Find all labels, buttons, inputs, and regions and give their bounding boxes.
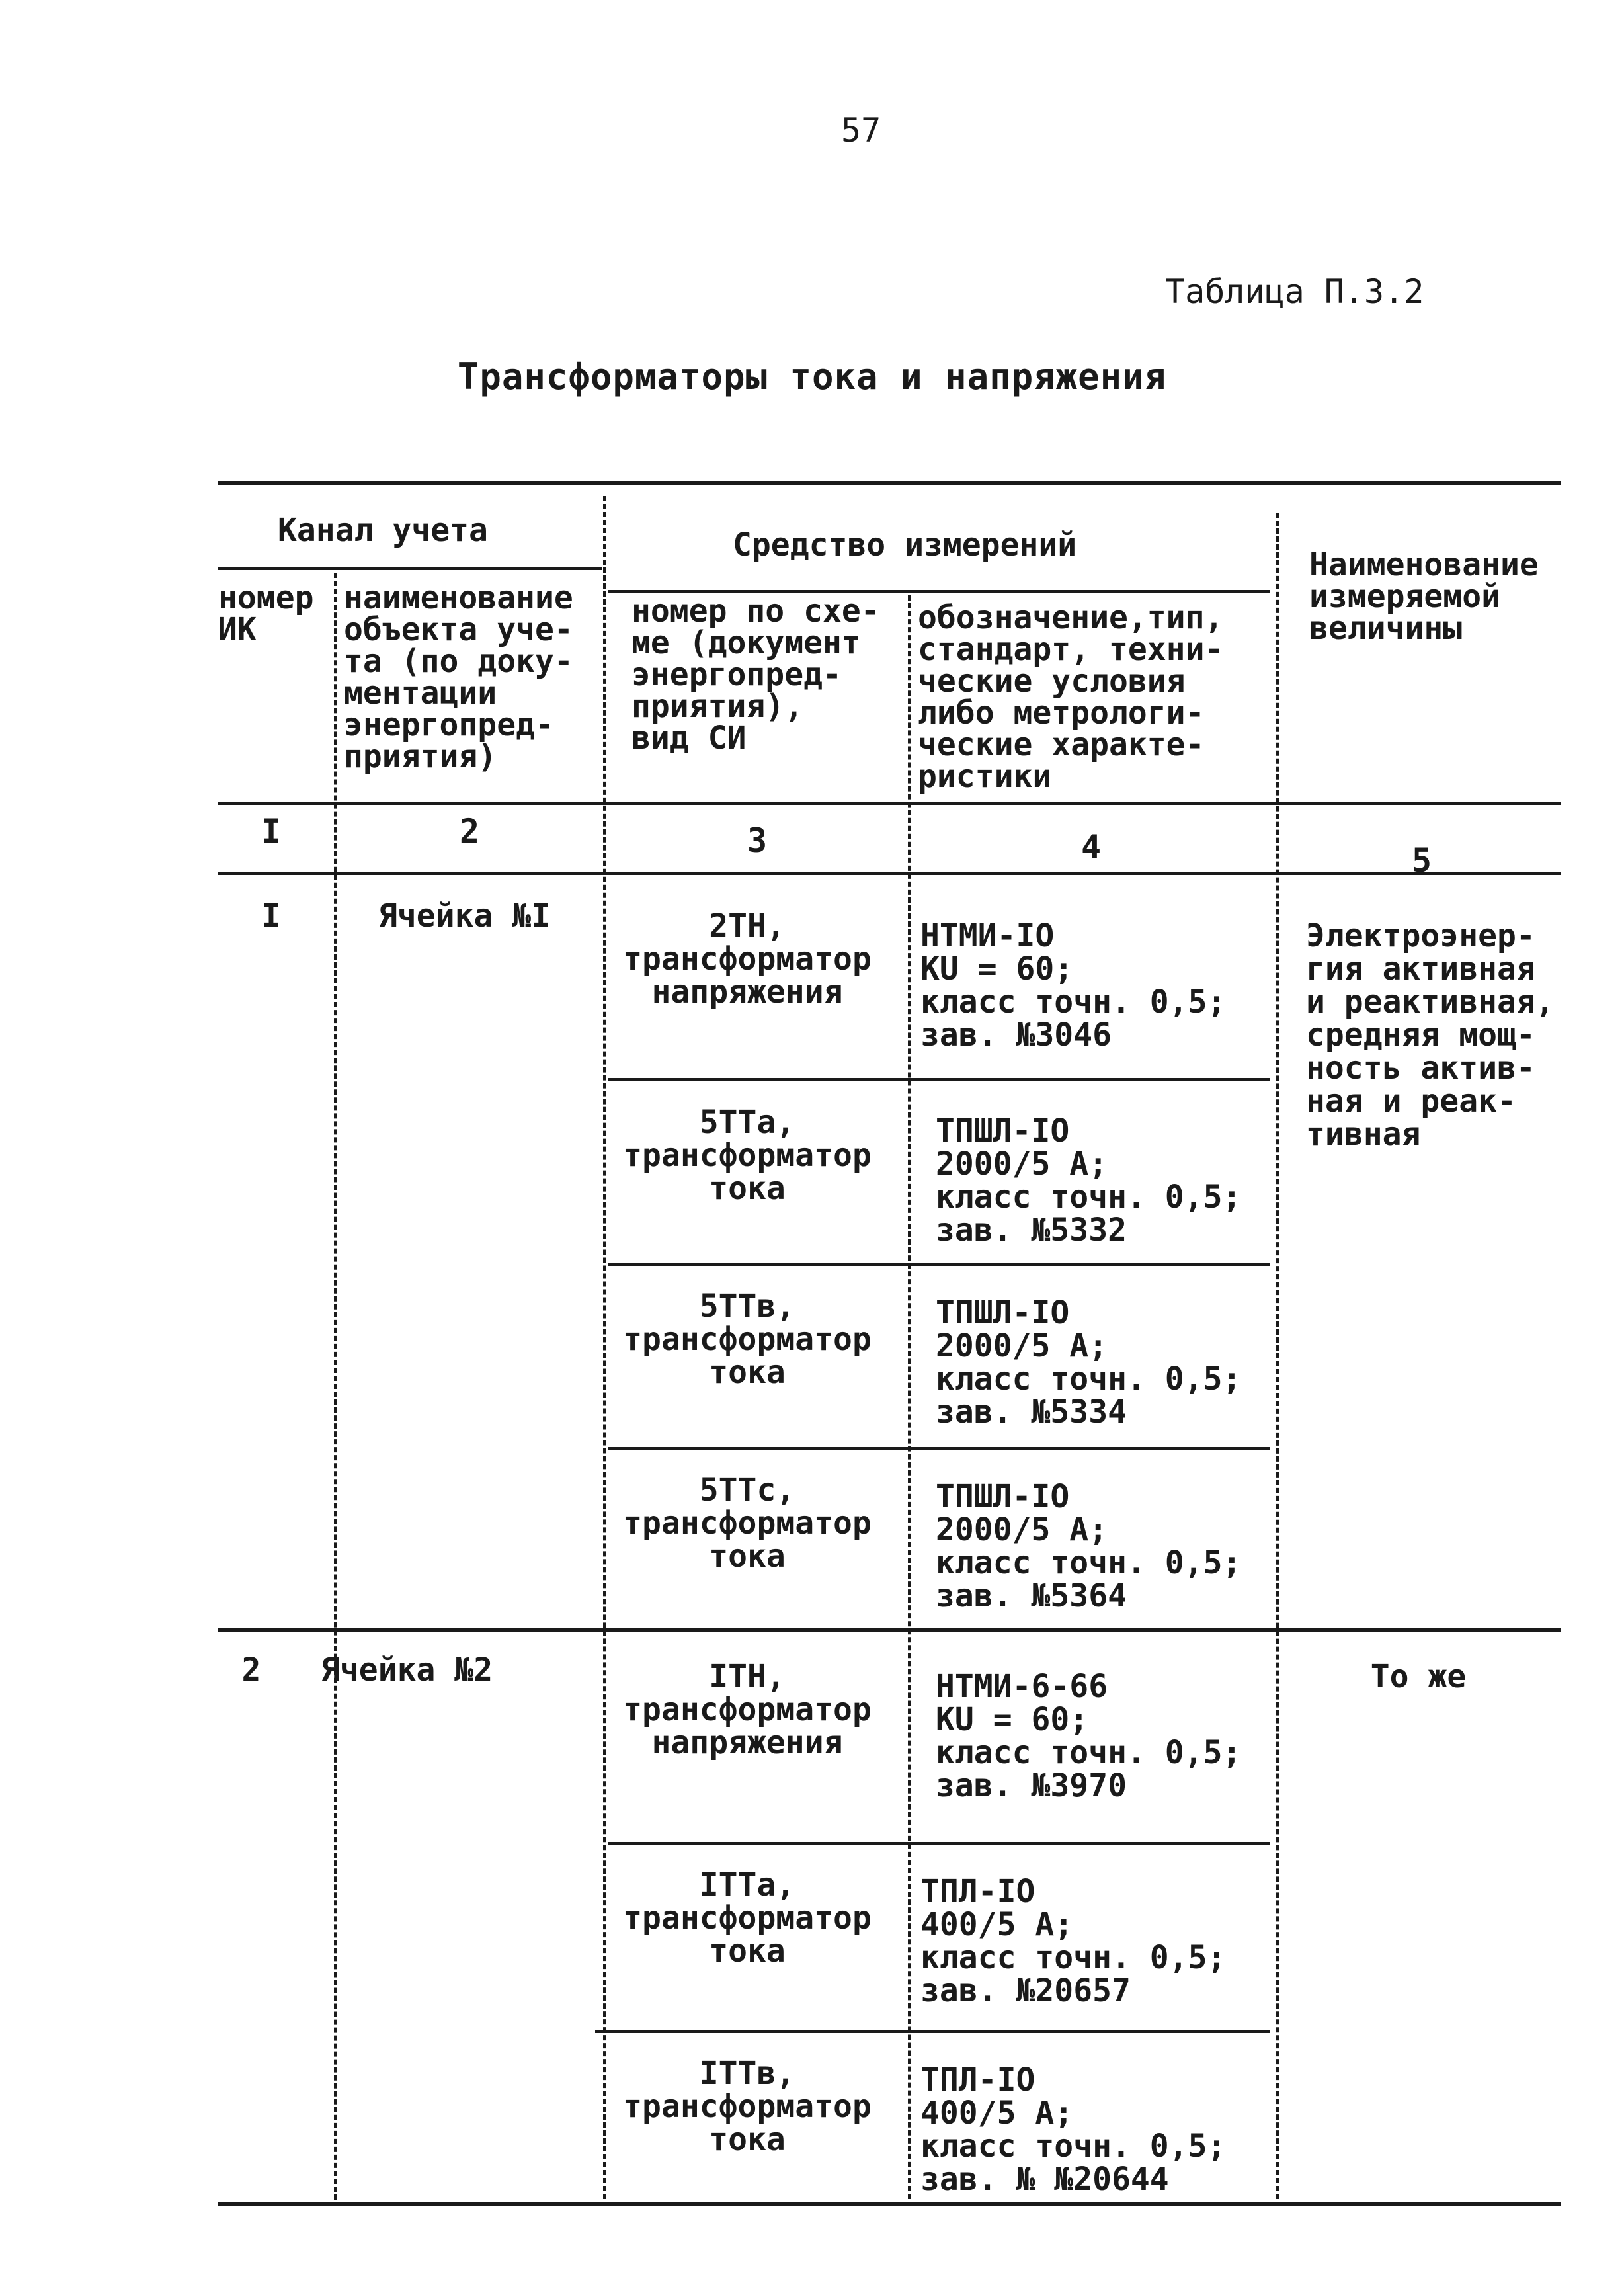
g2-row3-scheme: IТТв, трансформатор тока — [623, 2055, 872, 2158]
subheader-rule-left — [218, 567, 602, 570]
row-rule-1 — [608, 1078, 1270, 1081]
colnum-3: 3 — [747, 821, 768, 860]
document-title: Трансформаторы тока и напряжения — [457, 356, 1167, 397]
g1-row2-scheme: 5ТТа, трансформатор тока — [623, 1104, 872, 1207]
header-col4: обозначение,тип, стандарт, техни- ческие условия либо метрологи- ческие характе- ристики — [918, 599, 1224, 795]
g1-row3-scheme: 5ТТв, трансформатор тока — [623, 1288, 872, 1391]
g2-row1-scheme: IТН, трансформатор напряжения — [623, 1658, 872, 1761]
col-divider-1 — [334, 573, 337, 2200]
group2-measured-quantity: То же — [1370, 1658, 1467, 1695]
g1-row1-scheme: 2ТН, трансформатор напряжения — [623, 907, 872, 1011]
colnum-5: 5 — [1411, 841, 1432, 880]
group2-number: 2 — [241, 1651, 261, 1689]
row-rule-3 — [608, 1447, 1270, 1450]
g2-row2-scheme: IТТа, трансформатор тока — [623, 1866, 872, 1970]
col-divider-3 — [908, 595, 911, 2199]
g2-row2-spec: ТПЛ-IO 400/5 А; класс точн. 0,5; зав. №20657 — [920, 1873, 1227, 2009]
header-col3: номер по схе- ме (документ энергопред- приятия), вид СИ — [631, 593, 880, 757]
header-col2: наименование объекта уче- та (по доку- ментации энергопред- приятия) — [344, 579, 573, 775]
g2-row3-spec: ТПЛ-IO 400/5 А; класс точн. 0,5; зав. № №20644 — [920, 2062, 1227, 2198]
table-top-rule — [218, 481, 1561, 485]
header-group-channel: Канал учета — [278, 512, 488, 549]
group1-number: I — [261, 897, 281, 935]
header-group-instrument: Средство измерений — [733, 526, 1077, 563]
header-bottom-rule — [218, 802, 1561, 805]
row-rule-4 — [608, 1842, 1270, 1845]
table-label: Таблица П.3.2 — [1165, 272, 1424, 311]
colnum-2: 2 — [459, 812, 480, 851]
col-divider-2 — [603, 496, 606, 2199]
header-col5: Наименование измеряемой величины — [1309, 546, 1539, 647]
row-rule-2 — [608, 1263, 1270, 1266]
col-divider-4 — [1276, 513, 1279, 2199]
row-rule-5 — [595, 2030, 1270, 2033]
group1-measured-quantity: Электроэнер- гия активная и реактивная, средняя мощ- ность актив- ная и реак- тивная — [1306, 917, 1555, 1153]
group1-object-name: Ячейка №I — [378, 897, 551, 935]
header-col1: номер ИК — [218, 579, 314, 648]
page-number: 57 — [841, 111, 881, 149]
colnum-4: 4 — [1080, 828, 1102, 866]
g1-row1-spec: НТМИ-IO KU = 60; класс точн. 0,5; зав. №3046 — [920, 917, 1227, 1054]
table-bottom-rule — [218, 2202, 1561, 2206]
colnum-1: I — [261, 812, 282, 851]
g1-row3-spec: ТПШЛ-IO 2000/5 А; класс точн. 0,5; зав. №5334 — [936, 1294, 1242, 1431]
group-divider-rule — [218, 1628, 1561, 1632]
g1-row4-spec: ТПШЛ-IO 2000/5 А; класс точн. 0,5; зав. №5364 — [936, 1478, 1242, 1614]
g1-row2-spec: ТПШЛ-IO 2000/5 А; класс точн. 0,5; зав. №5332 — [936, 1112, 1242, 1249]
g2-row1-spec: НТМИ-6-66 KU = 60; класс точн. 0,5; зав. №3970 — [936, 1668, 1242, 1804]
group2-object-name: Ячейка №2 — [321, 1651, 493, 1689]
g1-row4-scheme: 5ТТс, трансформатор тока — [623, 1472, 872, 1575]
